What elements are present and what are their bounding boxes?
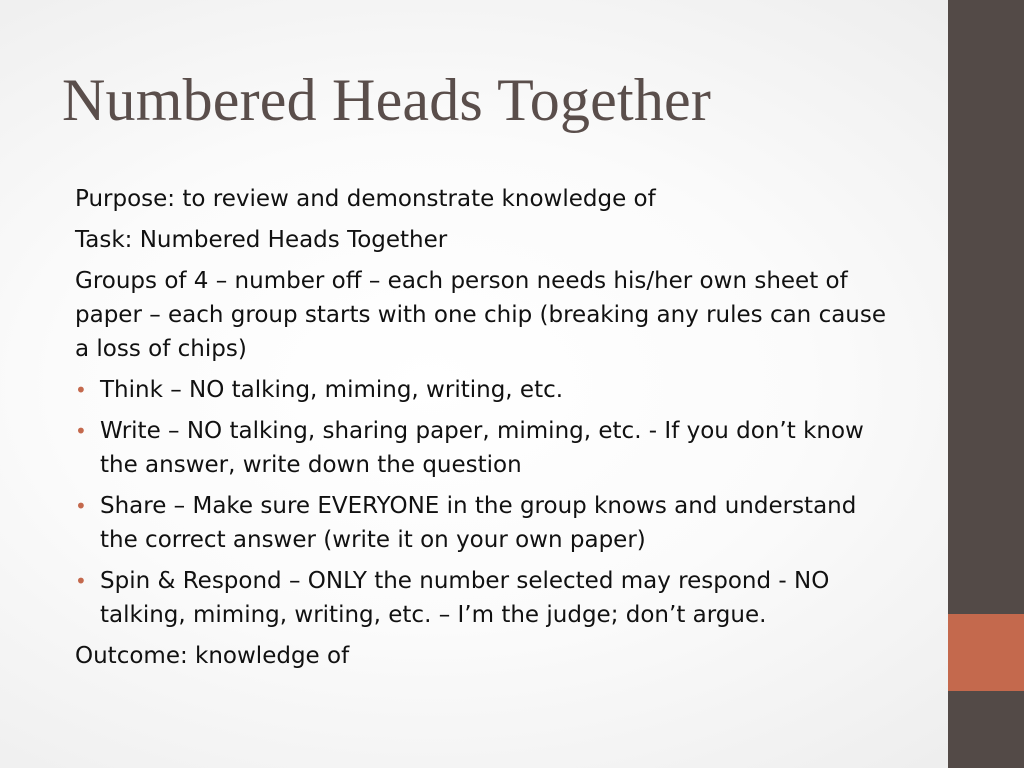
- groups-line: Groups of 4 – number off – each person needs his/her own sheet of paper – each group starts with one chip (breaking any rules can cause a loss of chips): [75, 268, 887, 362]
- bullet-dot-icon: •: [75, 378, 87, 402]
- task-line: Task: Numbered Heads Together: [75, 227, 448, 253]
- slide-body: [75, 182, 895, 680]
- bullet-text-share: Share – Make sure EVERYONE in the group knows and understand the correct answer (write it on your own paper): [100, 493, 857, 553]
- bullet-item-share: [75, 489, 895, 557]
- slide-title: Numbered Heads Together: [62, 67, 712, 133]
- purpose-line: Purpose: to review and demonstrate knowledge of: [75, 186, 656, 212]
- bullet-item-spin-respond: [75, 564, 895, 632]
- bullet-item-write: [75, 414, 895, 482]
- bullet-item-think: [75, 373, 895, 407]
- decorative-accent-block: [948, 614, 1024, 691]
- bullet-text-think: Think – NO talking, miming, writing, etc.: [100, 377, 564, 403]
- outcome-line: Outcome: knowledge of: [75, 643, 350, 669]
- bullet-dot-icon: •: [75, 494, 87, 518]
- bullet-dot-icon: •: [75, 569, 87, 593]
- bullet-text-write: Write – NO talking, sharing paper, miming, etc. - If you don’t know the answer, write down the question: [100, 418, 864, 478]
- bullet-text-spin-respond: Spin & Respond – ONLY the number selected may respond - NO talking, miming, writing, etc. – I’m the judge; don’t argue.: [100, 568, 830, 628]
- bullet-dot-icon: •: [75, 419, 87, 443]
